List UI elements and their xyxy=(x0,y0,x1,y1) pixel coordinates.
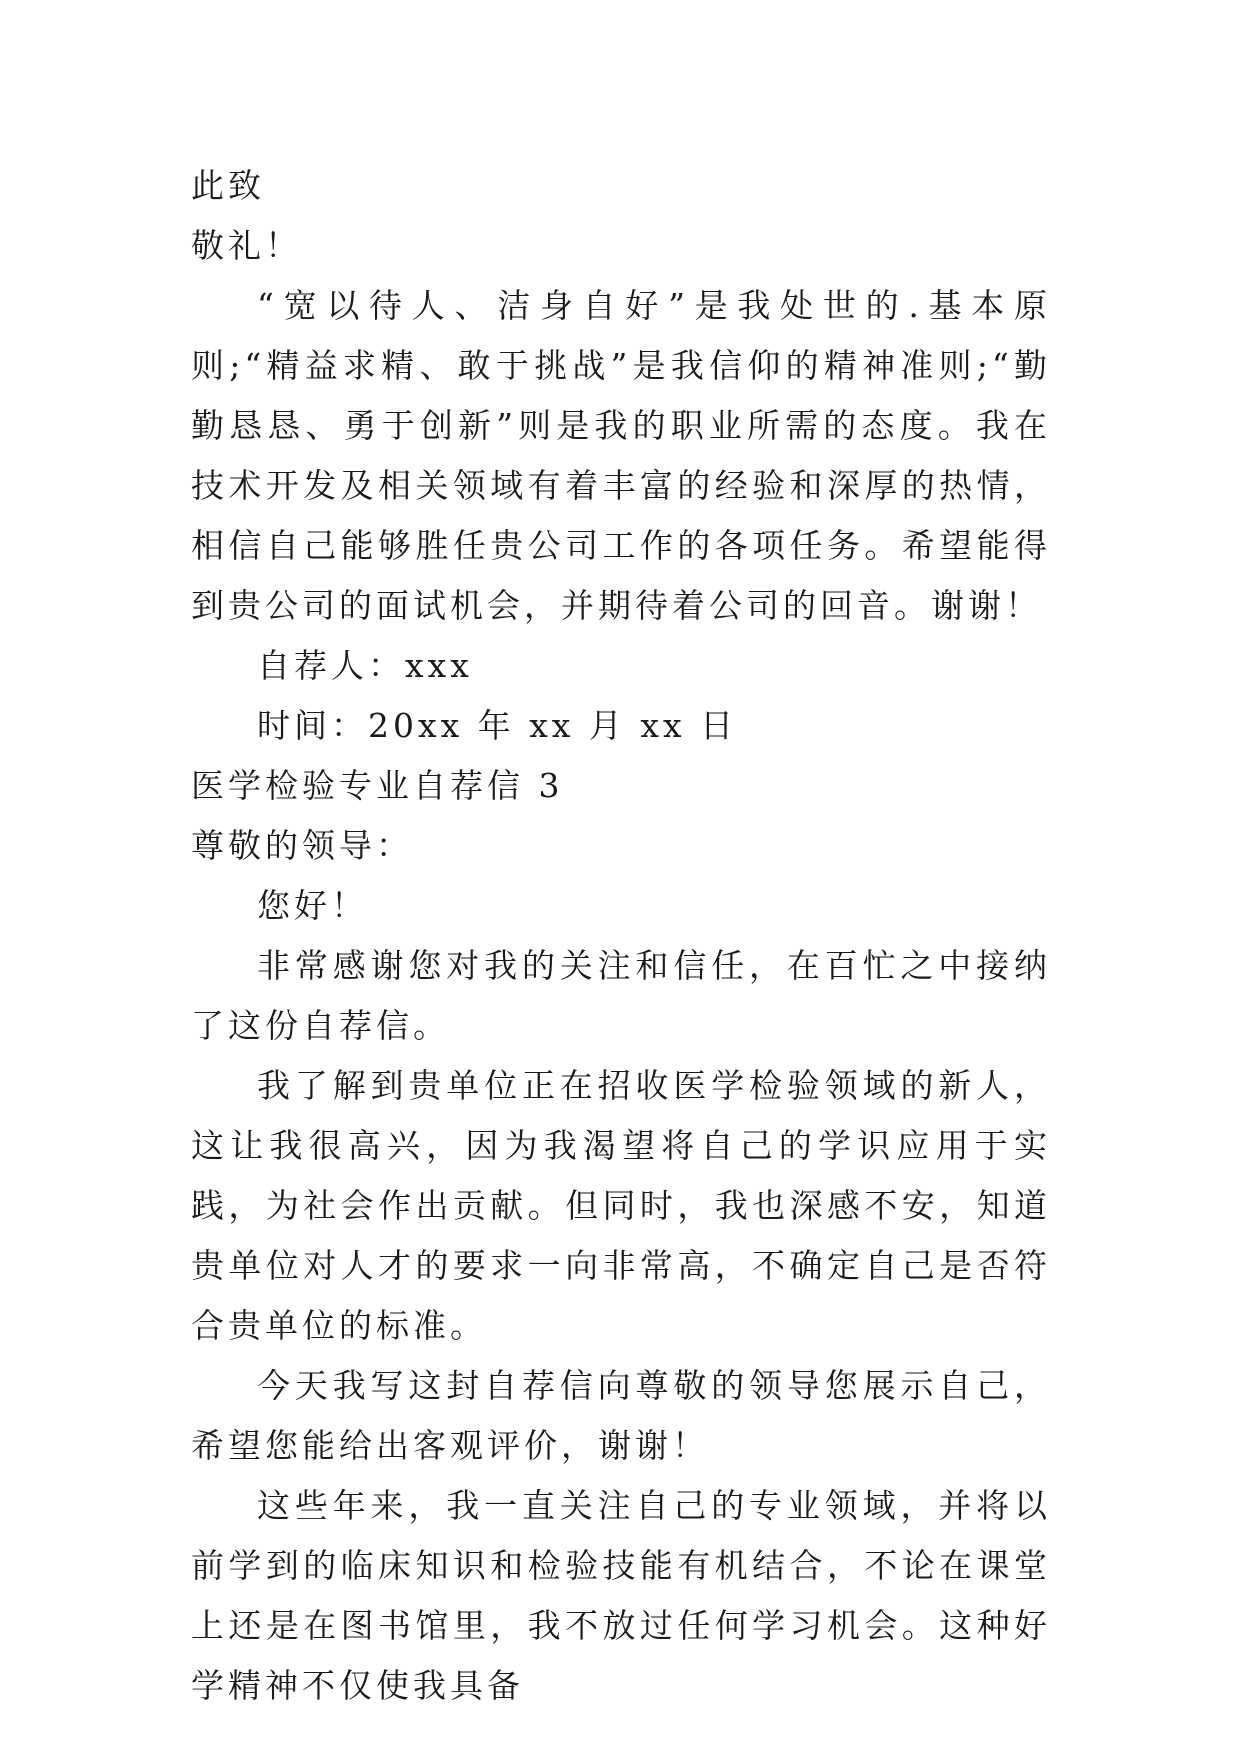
letter-body xyxy=(191,156,1051,1716)
closing-line-1: 此致 xyxy=(191,166,265,205)
recommender-signature: 自荐人：xxx xyxy=(257,646,473,685)
paragraph-thanks: 非常感谢您对我的关注和信任，在百忙之中接纳了这份自荐信。 xyxy=(191,946,1051,1045)
paragraph-purpose: 今天我写这封自荐信向尊敬的领导您展示自己，希望您能给出客观评价，谢谢！ xyxy=(191,1366,1051,1465)
salutation: 尊敬的领导： xyxy=(191,826,413,865)
paragraph-study: 这些年来，我一直关注自己的专业领域，并将以前学到的临床知识和检验技能有机结合，不论在课堂上还是在图书馆里，我不放过任何学习机会。这种好学精神不仅使我具备 xyxy=(191,1486,1051,1705)
greeting: 您好！ xyxy=(257,886,368,925)
paragraph-position: 我了解到贵单位正在招收医学检验领域的新人，这让我很高兴，因为我渴望将自己的学识应用于实践，为社会作出贡献。但同时，我也深感不安，知道贵单位对人才的要求一向非常高，不确定自己是否符合贵单位的标准。 xyxy=(191,1066,1051,1345)
signature-date: 时间：20xx 年 xx 月 xx 日 xyxy=(257,706,738,745)
paragraph-principles: “宽以待人、洁身自好”是我处世的.基本原则;“精益求精、敢于挑战”是我信仰的精神准则;“勤勤恳恳、勇于创新”则是我的职业所需的态度。我在技术开发及相关领域有着丰富的经验和深厚的热情，相信自己能够胜任贵公司工作的各项任务。希望能得到贵公司的面试机会，并期待着公司的回音。谢谢！ xyxy=(191,286,1051,625)
section-title: 医学检验专业自荐信 3 xyxy=(191,766,564,805)
closing-line-2: 敬礼！ xyxy=(191,226,302,265)
